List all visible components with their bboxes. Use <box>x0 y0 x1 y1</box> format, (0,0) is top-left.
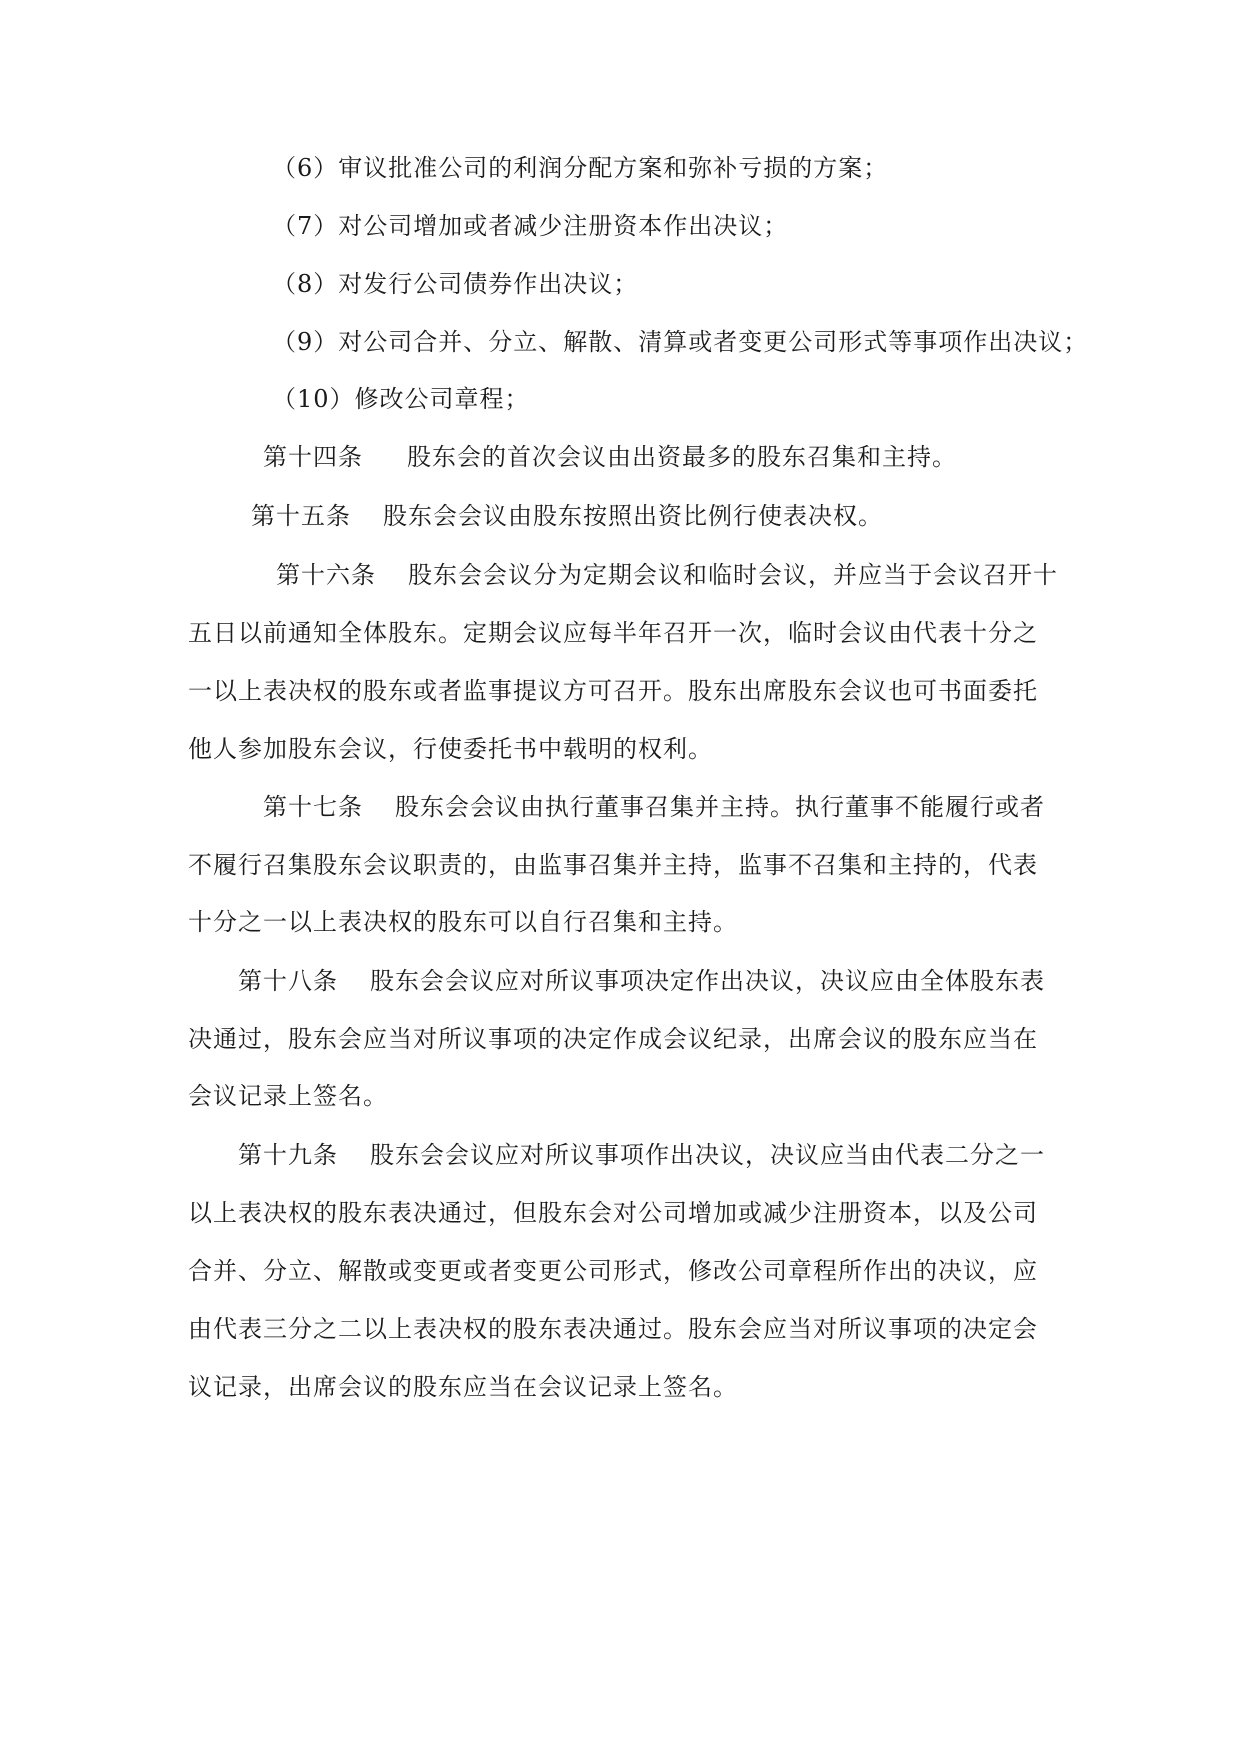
item-10: （10）修改公司章程； <box>272 385 530 413</box>
clause-17-label: 第十七条 <box>263 793 363 821</box>
clause-18-text-1: 股东会会议应对所议事项决定作出决议，决议应由全体股东表 <box>370 967 1045 995</box>
clause-19-line-3: 合并、分立、解散或变更或者变更公司形式，修改公司章程所作出的决议，应 <box>188 1257 1038 1285</box>
clause-16-line-3: 一以上表决权的股东或者监事提议方可召开。股东出席股东会议也可书面委托 <box>188 677 1038 705</box>
clause-17-line-2: 不履行召集股东会议职责的，由监事召集并主持，监事不召集和主持的，代表 <box>188 851 1038 879</box>
clause-17-line-3: 十分之一以上表决权的股东可以自行召集和主持。 <box>188 908 738 936</box>
clause-17-line-1 <box>263 792 1045 822</box>
clause-16-label: 第十六条 <box>276 561 376 589</box>
clause-15-text: 股东会会议由股东按照出资比例行使表决权。 <box>383 502 883 530</box>
clause-17-text-1: 股东会会议由执行董事召集并主持。执行董事不能履行或者 <box>395 793 1045 821</box>
item-8: （8）对发行公司债券作出决议； <box>272 270 639 298</box>
clause-16-text-1: 股东会会议分为定期会议和临时会议，并应当于会议召开十 <box>408 561 1058 589</box>
clause-19-line-1 <box>238 1140 1045 1170</box>
clause-14 <box>263 442 957 472</box>
clause-19-label: 第十九条 <box>238 1141 338 1169</box>
clause-19-line-2: 以上表决权的股东表决通过，但股东会对公司增加或减少注册资本，以及公司 <box>188 1199 1038 1227</box>
item-6: （6）审议批准公司的利润分配方案和弥补亏损的方案； <box>272 154 889 182</box>
clause-19-line-5: 议记录，出席会议的股东应当在会议记录上签名。 <box>188 1373 738 1401</box>
clause-16-line-2: 五日以前通知全体股东。定期会议应每半年召开一次，临时会议由代表十分之 <box>188 619 1038 647</box>
clause-19-line-4: 由代表三分之二以上表决权的股东表决通过。股东会应当对所议事项的决定会 <box>188 1315 1038 1343</box>
clause-18-label: 第十八条 <box>238 967 338 995</box>
clause-16-line-4: 他人参加股东会议，行使委托书中载明的权利。 <box>188 735 713 763</box>
clause-18-line-1 <box>238 966 1045 996</box>
clause-16-line-1 <box>276 560 1058 590</box>
clause-14-text: 股东会的首次会议由出资最多的股东召集和主持。 <box>407 443 957 471</box>
clause-18-line-2: 决通过，股东会应当对所议事项的决定作成会议纪录，出席会议的股东应当在 <box>188 1025 1038 1053</box>
item-9: （9）对公司合并、分立、解散、清算或者变更公司形式等事项作出决议； <box>272 328 1089 356</box>
item-7: （7）对公司增加或者减少注册资本作出决议； <box>272 212 789 240</box>
clause-14-label: 第十四条 <box>263 443 363 471</box>
clause-19-text-1: 股东会会议应对所议事项作出决议，决议应当由代表二分之一 <box>370 1141 1045 1169</box>
clause-18-line-3: 会议记录上签名。 <box>188 1082 388 1110</box>
clause-15-label: 第十五条 <box>251 502 351 530</box>
clause-15 <box>251 501 883 531</box>
